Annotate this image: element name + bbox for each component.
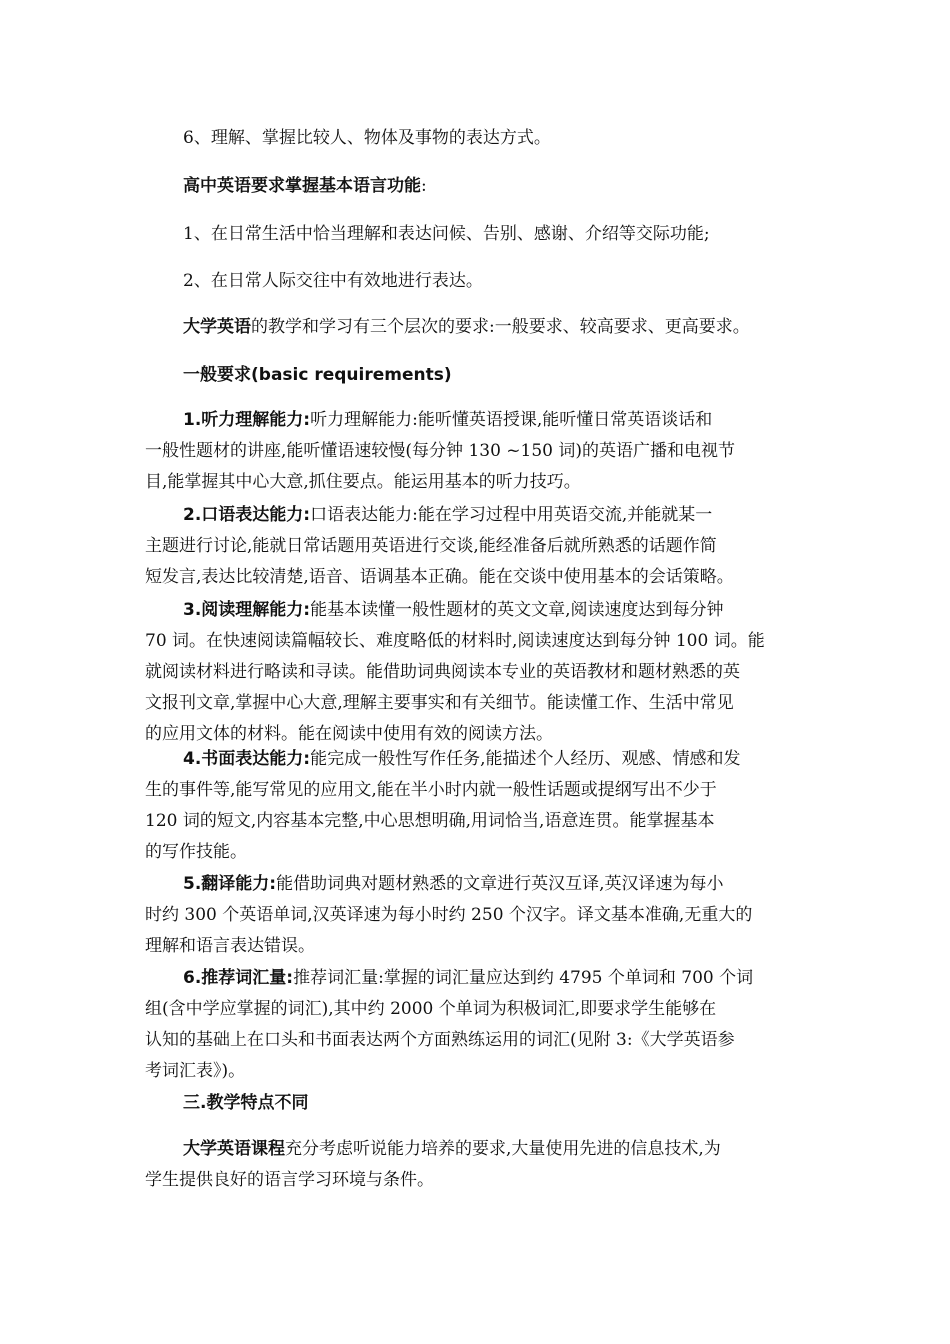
section-line: 的写作技能。 — [145, 842, 247, 862]
teaching-features-heading-text: 三.教学特点不同 — [183, 1093, 309, 1113]
high-school-item-1: 1、在日常生活中恰当理解和表达问候、告别、感谢、介绍等交际功能; — [183, 224, 710, 244]
section-vocabulary — [145, 963, 810, 1087]
section-first-line — [145, 744, 810, 775]
section-line: 能完成一般性写作任务,能描述个人经历、观感、情感和发 — [310, 749, 741, 769]
section-line: 短发言,表达比较清楚,语音、语调基本正确。能在交谈中使用基本的会话策略。 — [145, 567, 734, 587]
section-label: 2.口语表达能力: — [183, 505, 311, 525]
section-line: 一般性题材的讲座,能听懂语速较慢(每分钟 130 ~150 词)的英语广播和电视节 — [145, 441, 736, 461]
section-label: 3.阅读理解能力: — [183, 600, 311, 620]
section-line: 口语表达能力:能在学习过程中用英语交流,并能就某一 — [310, 505, 713, 525]
section-line: 文报刊文章,掌握中心大意,理解主要事实和有关细节。能读懂工作、生活中常见 — [145, 693, 734, 713]
high-school-heading — [183, 176, 810, 196]
section-line: 能借助词典对题材熟悉的文章进行英汉互译,英汉译速为每小 — [276, 874, 724, 894]
university-requirements-intro — [183, 317, 810, 337]
section-translation — [145, 869, 810, 962]
section-first-line — [145, 595, 810, 626]
high-school-item-2: 2、在日常人际交往中有效地进行表达。 — [183, 271, 483, 291]
university-requirements-text: 的教学和学习有三个层次的要求:一般要求、较高要求、更高要求。 — [251, 317, 750, 337]
section-line: 理解和语言表达错误。 — [145, 936, 315, 956]
section-line: 推荐词汇量:掌握的词汇量应达到约 4795 个单词和 700 个词 — [293, 968, 754, 988]
section-listening — [145, 405, 810, 498]
section-line: 主题进行讨论,能就日常话题用英语进行交谈,能经准备后就所熟悉的话题作简 — [145, 536, 717, 556]
teaching-features-heading — [183, 1093, 810, 1113]
section-line: 组(含中学应掌握的词汇),其中约 2000 个单词为积极词汇,即要求学生能够在 — [145, 999, 717, 1019]
section-line: 听力理解能力:能听懂英语授课,能听懂日常英语谈话和 — [310, 410, 713, 430]
english-course-label: 大学英语课程 — [183, 1139, 285, 1159]
section-label: 1.听力理解能力: — [183, 410, 311, 430]
high-school-heading-text: 高中英语要求掌握基本语言功能 — [183, 176, 421, 196]
basic-requirements-heading-text: 一般要求(basic requirements) — [183, 365, 452, 385]
closing-line: 学生提供良好的语言学习环境与条件。 — [145, 1170, 434, 1190]
closing-paragraph — [145, 1134, 810, 1196]
section-line: 时约 300 个英语单词,汉英译速为每小时约 250 个汉字。译文基本准确,无重大的 — [145, 905, 753, 925]
section-reading — [145, 595, 810, 750]
section-label: 4.书面表达能力: — [183, 749, 311, 769]
section-line: 70 词。在快速阅读篇幅较长、难度略低的材料时,阅读速度达到每分钟 100 词。能 — [145, 631, 765, 651]
section-line: 能基本读懂一般性题材的英文文章,阅读速度达到每分钟 — [310, 600, 724, 620]
section-line: 的应用文体的材料。能在阅读中使用有效的阅读方法。 — [145, 724, 553, 744]
section-line: 就阅读材料进行略读和寻读。能借助词典阅读本专业的英语教材和题材熟悉的英 — [145, 662, 740, 682]
section-label: 5.翻译能力: — [183, 874, 277, 894]
basic-requirements-heading — [183, 365, 810, 385]
section-writing — [145, 744, 810, 868]
item-6-text: 6、理解、掌握比较人、物体及事物的表达方式。 — [183, 128, 551, 148]
closing-first-line — [145, 1134, 810, 1165]
high-school-heading-colon: : — [421, 176, 427, 196]
section-line: 生的事件等,能写常见的应用文,能在半小时内就一般性话题或提纲写出不少于 — [145, 780, 717, 800]
closing-line: 充分考虑听说能力培养的要求,大量使用先进的信息技术,为 — [285, 1139, 721, 1159]
section-speaking — [145, 500, 810, 593]
university-english-label: 大学英语 — [183, 317, 251, 337]
section-line: 目,能掌握其中心大意,抓住要点。能运用基本的听力技巧。 — [145, 472, 581, 492]
section-line: 120 词的短文,内容基本完整,中心思想明确,用词恰当,语意连贯。能掌握基本 — [145, 811, 715, 831]
section-first-line — [145, 405, 810, 436]
section-first-line — [145, 963, 810, 994]
section-line: 考词汇表》)。 — [145, 1061, 246, 1081]
section-first-line — [145, 500, 810, 531]
section-line: 认知的基础上在口头和书面表达两个方面熟练运用的词汇(见附 3:《大学英语参 — [145, 1030, 735, 1050]
section-first-line — [145, 869, 810, 900]
section-label: 6.推荐词汇量: — [183, 968, 294, 988]
